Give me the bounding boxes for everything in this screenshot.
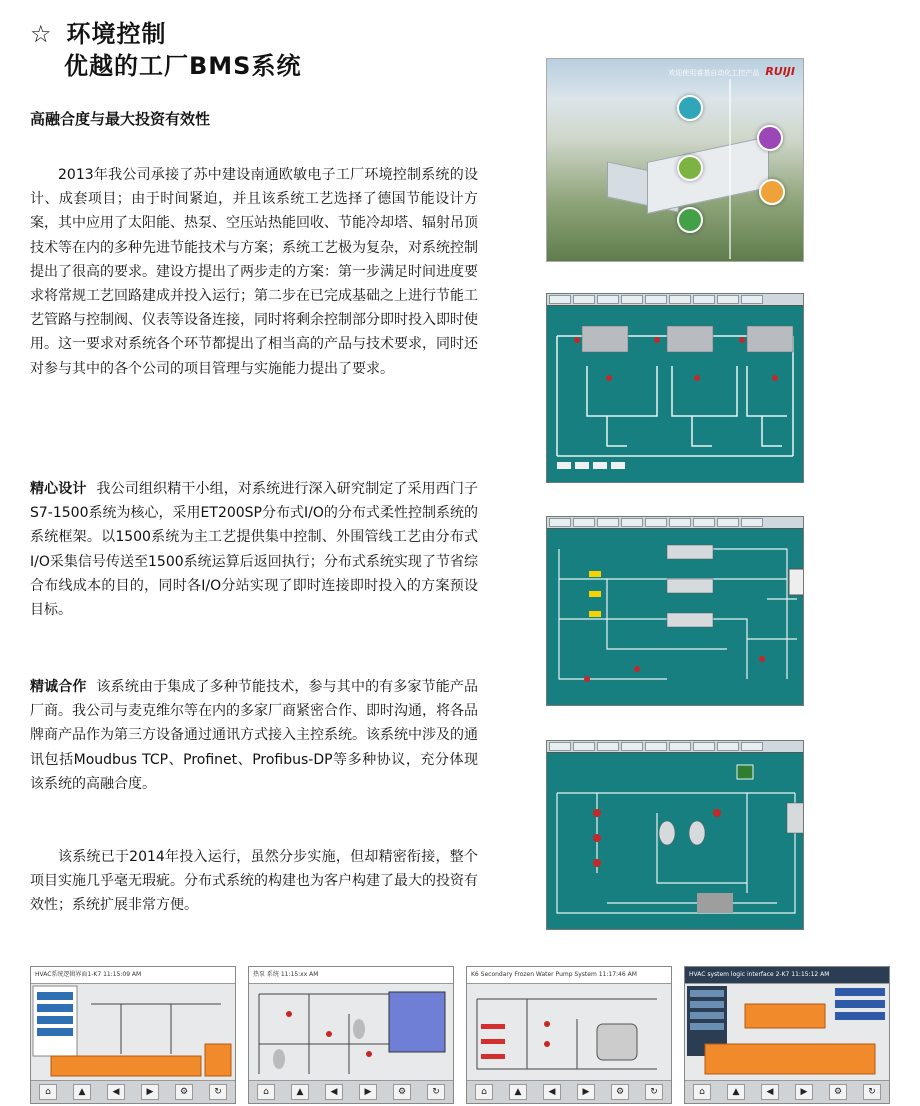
heating-diagram — [547, 753, 803, 929]
home-icon: ⌂ — [39, 1084, 57, 1100]
thumbnail-diagram — [31, 984, 235, 1079]
factory-building — [647, 136, 769, 214]
energy-bubble-icon — [677, 207, 703, 233]
coop-paragraph — [30, 675, 478, 796]
scada-screen-cooling — [546, 516, 804, 706]
energy-bubble-icon — [677, 155, 703, 181]
thumbnail-header: K6 Secondary Frozen Water Pump System 11:17:46 AM — [467, 967, 671, 984]
design-text: 我公司组织精干小组，对系统进行深入研究制定了采用西门子S7-1500系统为核心，采用ET200SP分布式I/O的分布式柔性控制系统的系统框架。以1500系统为主工艺提供集中控制、外围管线工艺由分布式I/O采集信号传送至1500系统运算后返回执行；分布式系统实现了节省综合布线成本的目的，同时各I/O分站实现了即时连接即时投入的方案预设目标。 — [30, 481, 479, 619]
thumbnail-header: HVAC系统逻辑界面1-K7 11:15:09 AM — [31, 967, 235, 984]
thumbnail-nav — [31, 1080, 235, 1103]
up-icon: ▲ — [73, 1084, 91, 1100]
divider-line — [729, 79, 731, 259]
coop-text: 该系统由于集成了多种节能技术，参与其中的有多家节能产品厂商。我公司与麦克维尔等在内的多家厂商紧密合作、即时沟通，将各品牌商产品作为第三方设备通过通讯方式接入主控系统。该系统中涉及的通讯包括Moudbus TCP、Profinet、Profibus-DP等多种协议，充分体现该系统的高融合度。 — [30, 679, 479, 792]
design-label: 精心设计 — [30, 481, 87, 497]
coop-label: 精诚合作 — [30, 679, 87, 695]
scada-screen-heating — [546, 740, 804, 930]
heat-exchanger — [789, 569, 803, 595]
refresh-icon: ↻ — [209, 1084, 227, 1100]
hmi-thumbnail-1 — [30, 966, 236, 1104]
energy-bubble-icon — [759, 179, 785, 205]
energy-bubble-icon — [757, 125, 783, 151]
photo-banner: 欢迎使用睿基自动化工控产品 RUIJI — [668, 65, 795, 78]
gear-icon: ⚙ — [175, 1084, 193, 1100]
scada-screen-chillers — [546, 293, 804, 483]
hmi-thumbnail-3 — [466, 966, 672, 1104]
thumbnail-header: HVAC system logic interface 2-K7 11:15:12 AM — [685, 967, 889, 984]
thumbnail-nav: ⌂ ▲ ◀ ▶ ⚙ ↻ — [467, 1080, 671, 1103]
title-text: 环境控制 — [66, 20, 167, 48]
factory-aerial-photo — [546, 58, 804, 262]
star-icon: ☆ — [30, 20, 53, 48]
thumbnail-header: 热泵 系统 11:15:xx AM — [249, 967, 453, 984]
ruiji-logo: RUIJI — [765, 65, 795, 78]
section-heading: 高融合度与最大投资有效性 — [30, 110, 211, 128]
left-icon: ◀ — [107, 1084, 125, 1100]
page-title — [30, 14, 167, 49]
thumbnail-nav: ⌂ ▲ ◀ ▶ ⚙ ↻ — [249, 1080, 453, 1103]
thumbnail-diagram — [685, 984, 889, 1079]
hmi-thumbnail-2 — [248, 966, 454, 1104]
intro-paragraph: 2013年我公司承接了苏中建设南通欧敏电子工厂环境控制系统的设计、成套项目；由于时间紧迫，并且该系统工艺选择了德国节能设计方案，其中应用了太阳能、热泵、空压站热能回收、节能冷却塔、辐射吊顶技术等在内的多种先进节能技术与方案；系统工艺极为复杂，对系统控制提出了很高的要求。建设方提出了两步走的方案：第一步满足时间进度要求将常规工艺回路建成并投入运行；第二步在已完成基础之上进行节能工艺管路与控制阀、仪表等设备连接，同时将剩余控制部分即时投入即时使用。这一要求对系统各个环节都提出了相当高的产品与技术要求，同时还对参与其中的各个公司的项目管理与实施能力提出了要求。 — [30, 167, 478, 377]
valve-box — [737, 765, 753, 779]
design-paragraph — [30, 477, 478, 622]
thumbnail-nav: ⌂ ▲ ◀ ▶ ⚙ ↻ — [685, 1080, 889, 1103]
hmi-thumbnail-4 — [684, 966, 890, 1104]
thumbnail-diagram — [467, 984, 671, 1079]
scada-toolbar — [547, 517, 803, 529]
scada-toolbar — [547, 741, 803, 753]
right-icon: ▶ — [141, 1084, 159, 1100]
cooling-diagram — [547, 529, 803, 705]
thumbnail-diagram — [249, 984, 453, 1079]
chiller-diagram — [547, 306, 803, 482]
page-subtitle: 优越的工厂BMS系统 — [64, 52, 302, 80]
energy-bubble-icon — [677, 95, 703, 121]
closing-paragraph: 该系统已于2014年投入运行，虽然分步实施，但却精密衔接，整个项目实施几乎毫无瑕疵。分布式系统的构建也为客户构建了最大的投资有效性；系统扩展非常方便。 — [30, 849, 478, 914]
scada-toolbar — [547, 294, 803, 306]
